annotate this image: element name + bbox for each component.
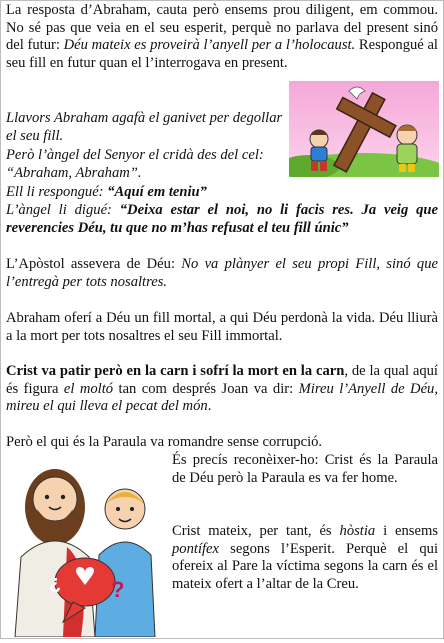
svg-text:¿: ¿ bbox=[49, 572, 62, 594]
text-segment: L’Apòstol assevera de Déu: bbox=[6, 256, 182, 272]
text-segment: La resposta d’Abraham, cauta però ensems prou diligent, em commou. No sé pas que veia en el seu esperit, perquè no parlava del present sinó del futur: bbox=[6, 2, 438, 54]
dialog-line-4 bbox=[6, 202, 438, 237]
paragraph-christ-host bbox=[172, 523, 438, 593]
text-segment: tan com després Joan va dir: bbox=[113, 380, 299, 397]
speaker-intro: L’àngel li digué: bbox=[6, 202, 120, 218]
dialog-line-3 bbox=[6, 184, 438, 202]
text-italic: pontífex bbox=[172, 540, 220, 557]
svg-text:?: ? bbox=[111, 577, 125, 602]
paragraph-abraham-offer: Abraham oferí a Déu un fill mortal, a qui Déu perdonà la vida. Déu lliurà a la mort per tots nosaltres el seu Fill immortal. bbox=[6, 310, 438, 344]
quote-bold: “Aquí em teniu” bbox=[107, 184, 207, 200]
illustration-cross-children bbox=[289, 81, 439, 177]
text-segment: Respongué al seu fill en futur quan el l’interrogava en present. bbox=[6, 37, 438, 71]
paragraph-apostle bbox=[6, 256, 438, 291]
quote-italic: No va plànyer el seu propi Fill, sinó que l’entregà per tots nosaltres. bbox=[6, 256, 438, 290]
quote-italic: Mireu l’Anyell de Déu, mireu el qui lleva el pecat del món bbox=[6, 380, 438, 415]
text-segment: i ensems bbox=[375, 523, 438, 539]
quote-italic: Déu mateix es proveirà l’anyell per a l’holocaust. bbox=[63, 37, 356, 54]
text-bold: Crist va patir però en la carn i sofrí la mort en la carn bbox=[6, 363, 345, 379]
paragraph-christ-suffered bbox=[6, 363, 438, 416]
dialog-line-1: Llavors Abraham agafà el ganivet per degollar el seu fill. bbox=[6, 110, 283, 144]
speaker-intro: Ell li respongué: bbox=[6, 184, 108, 200]
text-segment: . bbox=[207, 398, 212, 415]
text-segment: , de la qual aquí és figura bbox=[6, 363, 438, 397]
dialog-line-2: Però l’àngel del Senyor el cridà des del cel: “Abraham, Abraham”. bbox=[6, 147, 264, 181]
quote-bold: “Deixa estar el noi, no li facis res. Ja veig que reverencies Déu, tu que no m’has refusat el teu fill únic” bbox=[6, 202, 439, 236]
text-italic: hòstia bbox=[339, 523, 376, 539]
text-italic: el moltó bbox=[63, 380, 114, 397]
paragraph-recognize: És precís reconèixer-ho: Crist és la Paraula de Déu però la Paraula es va fer home. bbox=[172, 452, 438, 486]
paragraph-word: Però el qui és la Paraula va romandre sense corrupció. bbox=[6, 434, 323, 450]
paragraph-abraham-response bbox=[6, 2, 438, 72]
text-segment: segons l’Esperit. Perquè el qui ofereix al Pare la víctima segons la carn és el mateix ofert a l’altar de la Creu. bbox=[172, 540, 438, 592]
text-segment: Crist mateix, per tant, és bbox=[172, 523, 340, 539]
illustration-jesus-child bbox=[7, 447, 167, 637]
